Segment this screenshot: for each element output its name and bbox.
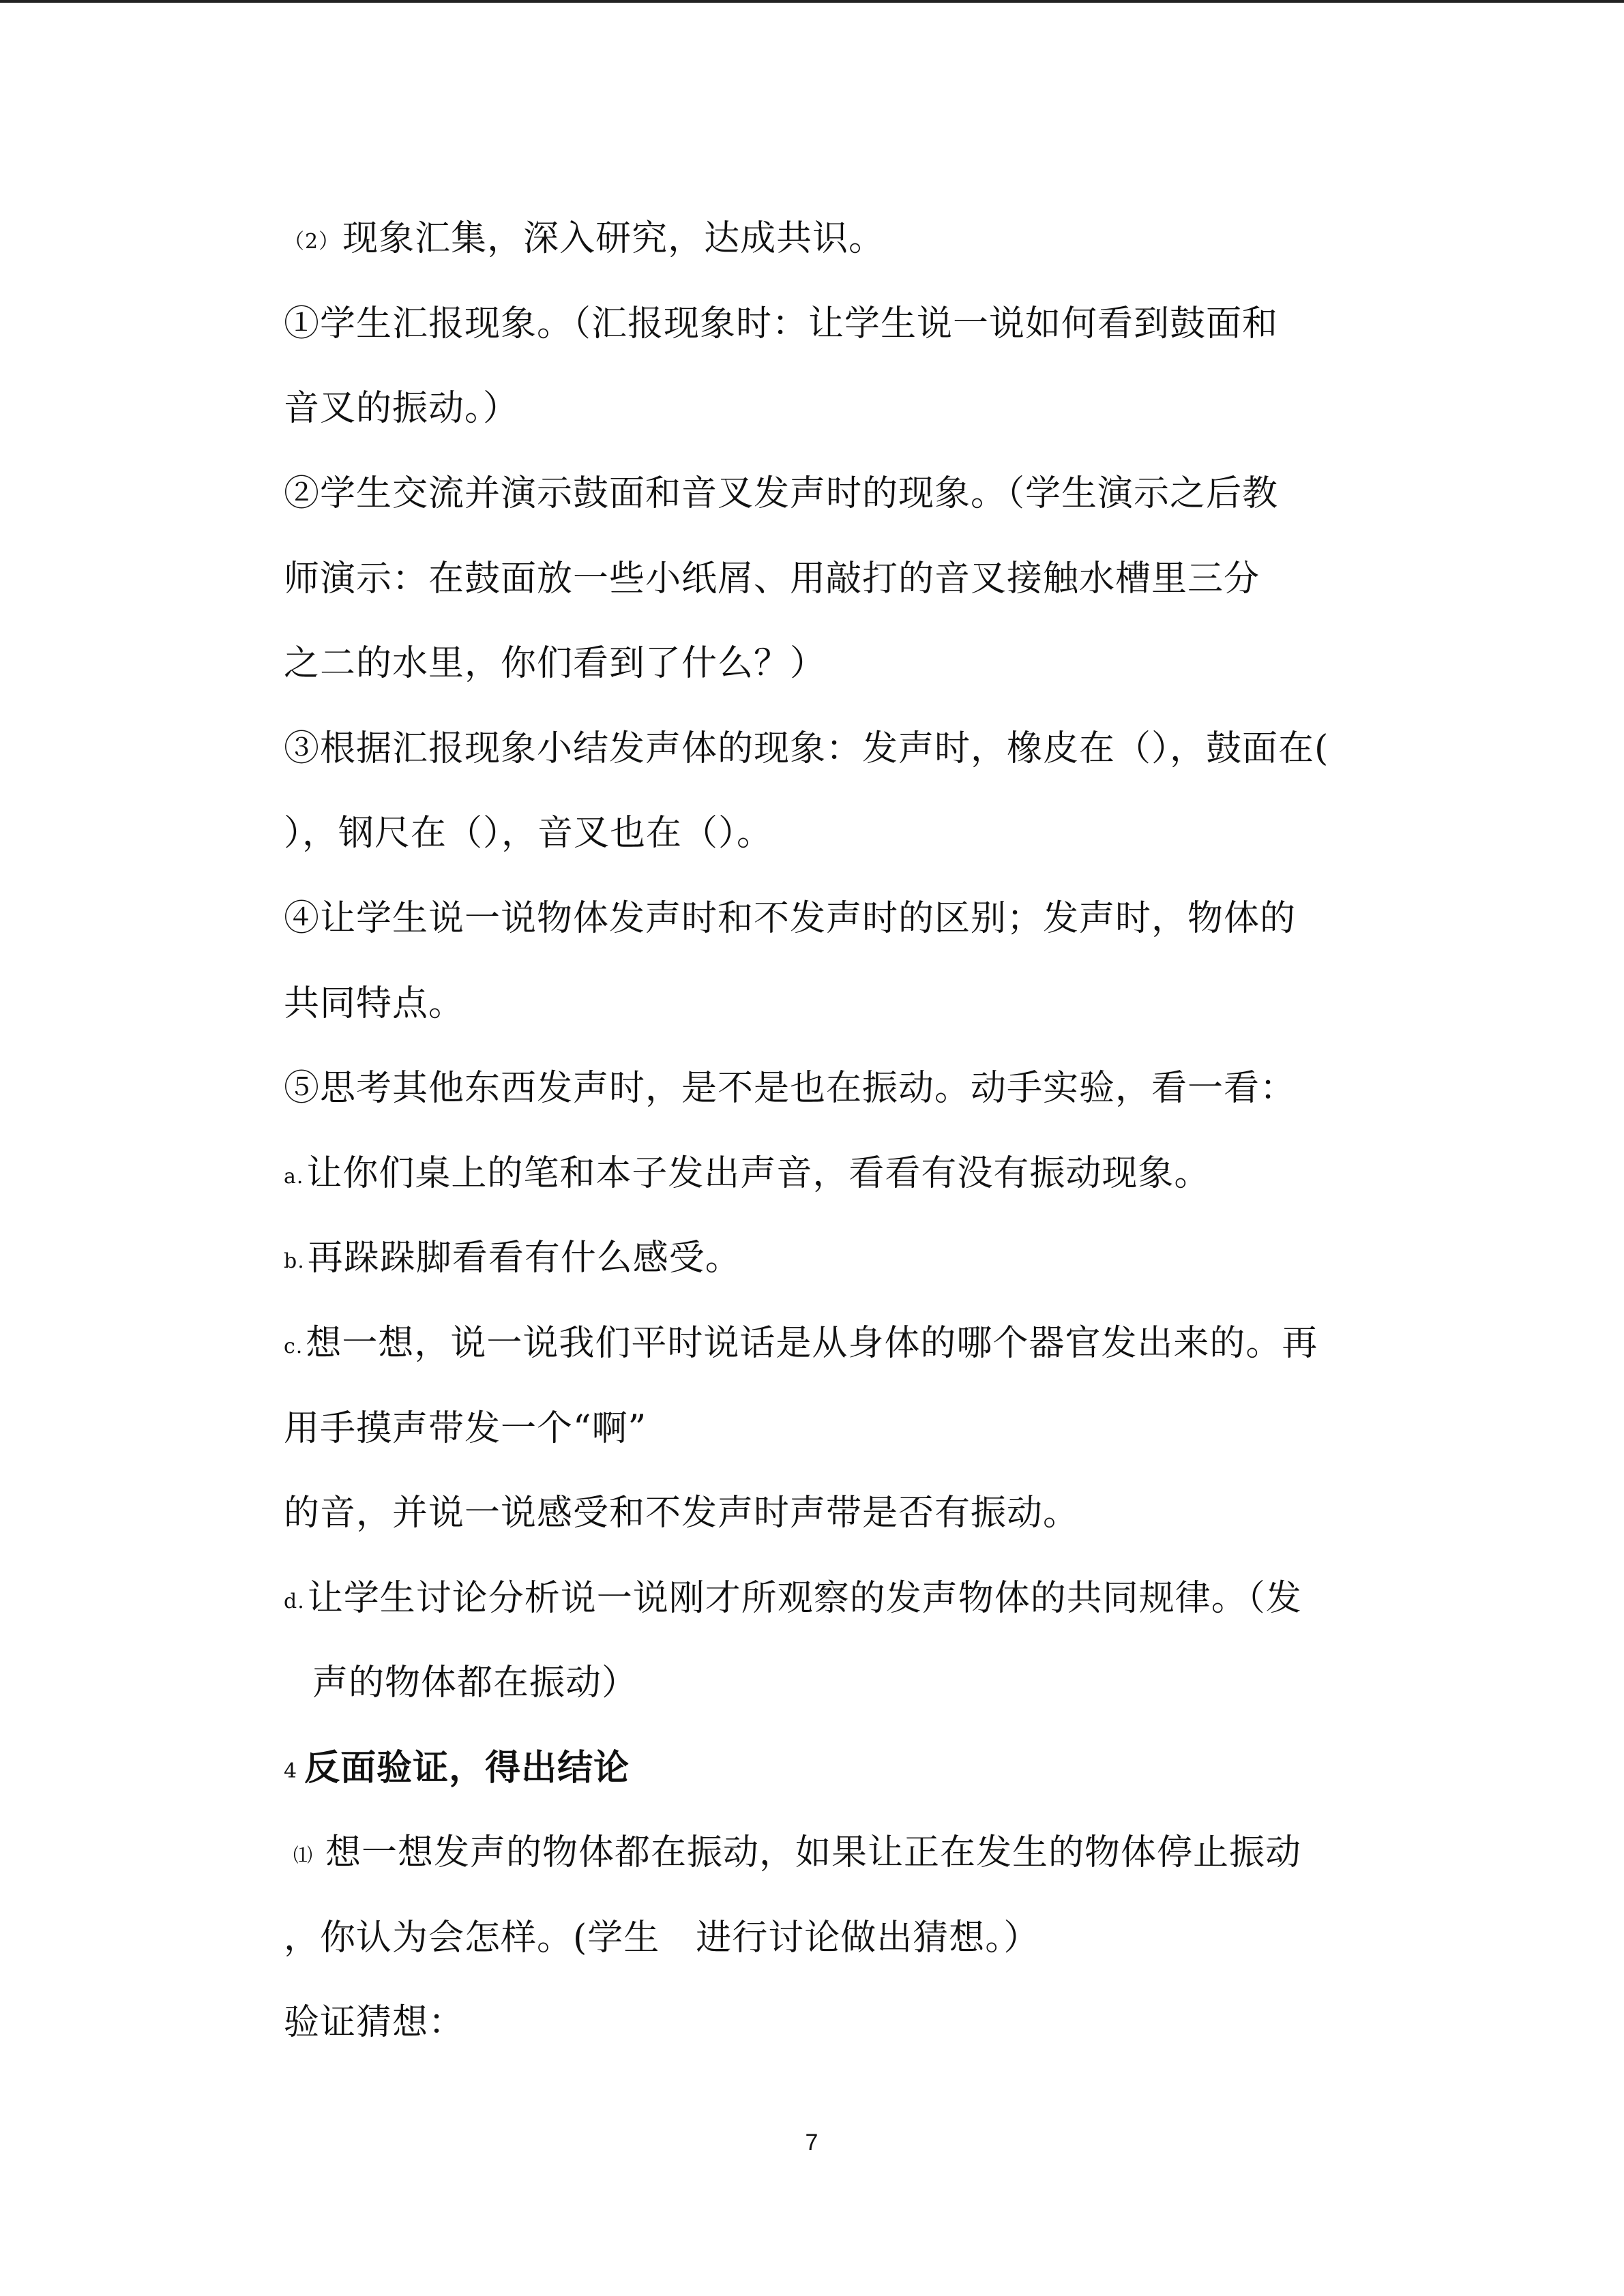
paragraph-line: 用手摸声带发一个“啊” (284, 1408, 647, 1449)
list-item-c (284, 1322, 1318, 1369)
paragraph-line: 的音，并说一说感受和不发声时声带是否有振动。 (284, 1493, 1080, 1534)
paragraph-line: 师演示：在鼓面放一些小纸屑、用敲打的音叉接触水槽里三分 (284, 558, 1260, 599)
paragraph-line: ④让学生说一说物体发声时和不发声时的区别；发声时，物体的 (284, 898, 1297, 939)
paragraph-line: 声的物体都在振动） (312, 1663, 638, 1703)
line-text: 现象汇集，深入研究，达成共识。 (342, 218, 885, 259)
list-marker: b. (284, 1249, 305, 1273)
list-item-b (284, 1236, 741, 1283)
page-number: 7 (805, 2130, 818, 2156)
paragraph-line: ③根据汇报现象小结发声体的现象：发声时，橡皮在（），鼓面在( (284, 728, 1329, 769)
paragraph-line: 之二的水里，你们看到了什么？） (284, 643, 827, 684)
list-marker: a. (284, 1165, 304, 1189)
list-marker: （2） (284, 230, 340, 254)
line-text: 想一想，说一说我们平时说话是从身体的哪个器官发出来的。再 (306, 1323, 1318, 1364)
line-text: 让学生讨论分析说一说刚才所观察的发声物体的共同规律。（发 (307, 1578, 1302, 1619)
subsection-heading-2 (284, 217, 885, 264)
line-text: 让你们桌上的笔和本子发出声音，看看有没有振动现象。 (306, 1153, 1211, 1194)
paragraph-line: 验证猜想： (284, 2002, 465, 2043)
list-item-a (284, 1152, 1210, 1199)
line-text: 再跺跺脚看看有什么感受。 (307, 1238, 741, 1279)
paragraph-line: ），钢尺在（），音叉也在（）。 (284, 813, 773, 854)
paragraph-line: 共同特点。 (284, 983, 465, 1024)
list-marker: c. (284, 1335, 304, 1358)
section-number: 4 (284, 1759, 298, 1783)
list-item-d (284, 1577, 1302, 1624)
list-marker: ⑴ (293, 1844, 314, 1866)
paragraph-line: ⑤思考其他东西发声时，是不是也在振动。动手实验，看一看： (284, 1068, 1297, 1109)
section-heading-4 (284, 1746, 630, 1793)
paragraph-line: ，你认为会怎样。(学生 进行讨论做出猜想。） (284, 1918, 1040, 1958)
list-marker: d. (284, 1590, 305, 1613)
list-item-1 (284, 1831, 1301, 1877)
paragraph-line: 音叉的振动。） (284, 388, 520, 429)
paragraph-line: ②学生交流并演示鼓面和音叉发声时的现象。（学生演示之后教 (284, 473, 1279, 514)
line-text: 想一想发声的物体都在振动，如果让正在发生的物体停止振动 (325, 1832, 1302, 1873)
section-title: 反面验证，得出结论 (304, 1747, 630, 1789)
page-top-border (0, 0, 1624, 3)
paragraph-line: ①学生汇报现象。（汇报现象时：让学生说一说如何看到鼓面和 (284, 303, 1279, 344)
